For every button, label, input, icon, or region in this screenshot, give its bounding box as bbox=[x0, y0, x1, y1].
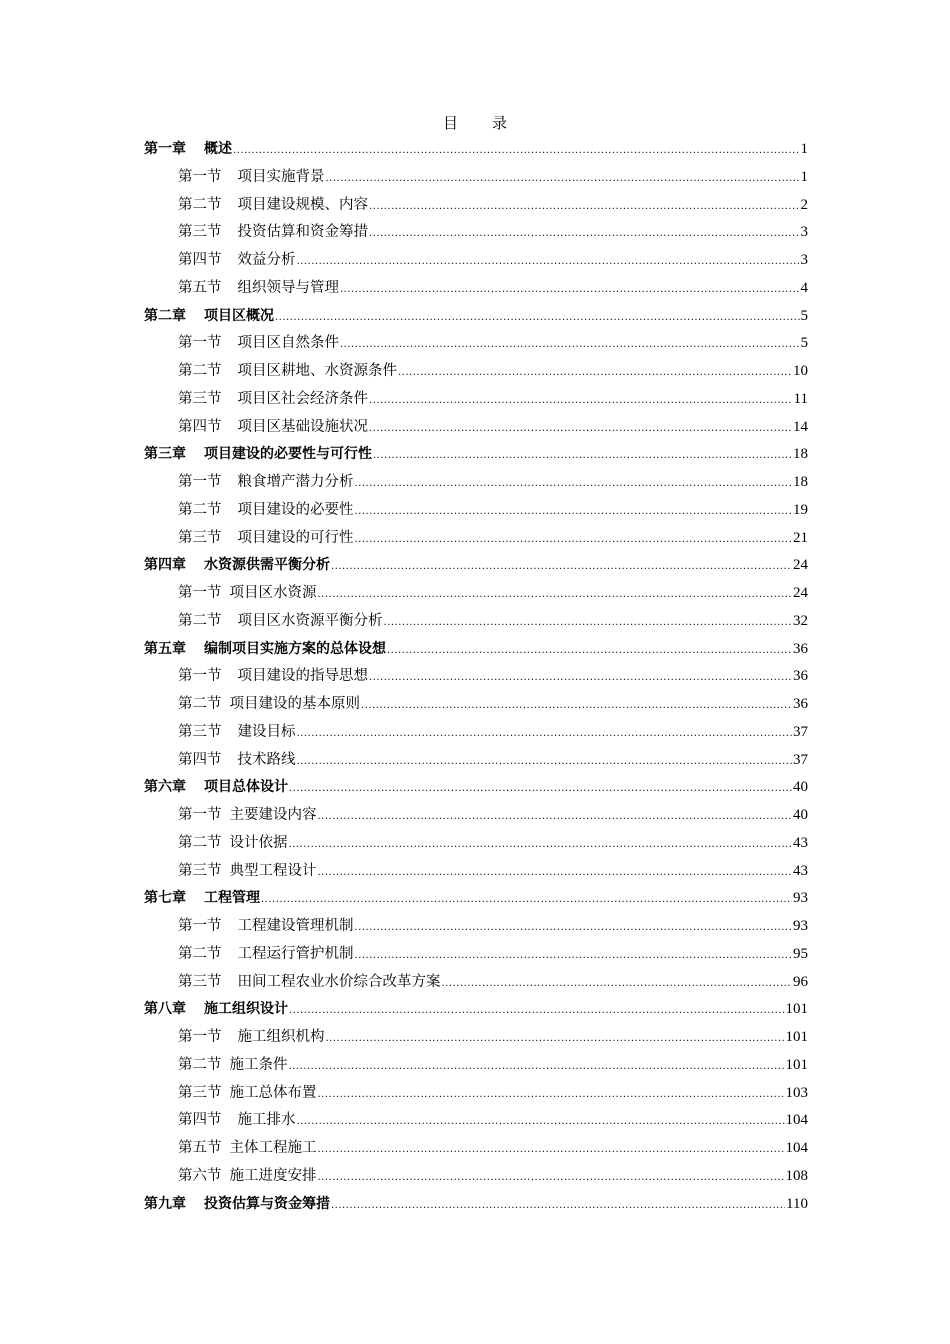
toc-page-number: 104 bbox=[785, 1140, 808, 1156]
toc-entry-title: 工程管理 bbox=[204, 890, 260, 907]
toc-section-entry[interactable] bbox=[144, 719, 808, 747]
toc-entry-label bbox=[178, 1135, 317, 1163]
toc-entry-number: 第三节 bbox=[178, 224, 222, 241]
toc-chapter-entry[interactable] bbox=[144, 1191, 808, 1219]
toc-entry-label bbox=[178, 913, 354, 941]
toc-section-entry[interactable] bbox=[144, 608, 808, 636]
dot-leader bbox=[233, 137, 800, 165]
dot-leader bbox=[355, 498, 793, 526]
dot-leader bbox=[387, 637, 792, 665]
toc-page-number: 43 bbox=[793, 834, 808, 851]
toc-page-number: 95 bbox=[793, 945, 808, 962]
toc-page-number: 96 bbox=[793, 973, 808, 990]
toc-page-number: 36 bbox=[793, 640, 808, 657]
toc-section-entry[interactable] bbox=[144, 802, 808, 830]
toc-page-number: 10 bbox=[793, 363, 808, 379]
toc-section-entry[interactable] bbox=[144, 913, 808, 941]
toc-section-entry[interactable] bbox=[144, 858, 808, 886]
toc-chapter-entry[interactable] bbox=[144, 885, 808, 913]
toc-chapter-entry[interactable] bbox=[144, 774, 808, 802]
dot-leader bbox=[340, 331, 800, 359]
toc-entry-number: 第二节 bbox=[178, 696, 222, 712]
toc-entry-title: 项目建设的必要性 bbox=[237, 501, 354, 518]
toc-entry-label bbox=[178, 691, 360, 719]
toc-page-number: 24 bbox=[793, 557, 808, 574]
toc-section-entry[interactable] bbox=[144, 691, 808, 719]
toc-entry-label bbox=[144, 1191, 330, 1219]
toc-entry-label bbox=[178, 1107, 296, 1135]
toc-entry-label bbox=[178, 1080, 317, 1108]
toc-entry-label bbox=[178, 830, 288, 858]
toc-entry-label bbox=[178, 941, 354, 969]
dot-leader bbox=[318, 803, 793, 831]
toc-entry-title: 项目建设的基本原则 bbox=[229, 696, 360, 712]
toc-entry-label bbox=[178, 275, 339, 303]
dot-leader bbox=[289, 1053, 785, 1081]
toc-entry-label bbox=[178, 969, 441, 997]
toc-entry-title: 项目建设的必要性与可行性 bbox=[204, 446, 372, 463]
toc-page-number: 19 bbox=[793, 501, 808, 518]
toc-section-entry[interactable] bbox=[144, 386, 808, 414]
toc-page-number: 32 bbox=[793, 612, 808, 629]
toc-section-entry[interactable] bbox=[144, 1052, 808, 1080]
dot-leader bbox=[355, 942, 793, 970]
toc-entry-title: 项目区基础设施状况 bbox=[237, 418, 368, 435]
toc-page-number: 5 bbox=[800, 335, 808, 352]
table-of-contents bbox=[144, 136, 808, 1218]
dot-leader bbox=[340, 276, 800, 304]
toc-page-number: 103 bbox=[785, 1084, 808, 1101]
dot-leader bbox=[326, 1025, 785, 1053]
toc-section-entry[interactable] bbox=[144, 219, 808, 247]
toc-entry-label bbox=[144, 885, 260, 913]
toc-page-number: 14 bbox=[793, 418, 808, 435]
dot-leader bbox=[355, 470, 793, 498]
toc-entry-title: 项目区耕地、水资源条件 bbox=[237, 363, 397, 379]
toc-entry-label bbox=[178, 719, 296, 747]
toc-entry-title: 粮食增产潜力分析 bbox=[237, 474, 354, 490]
toc-entry-number: 第三节 bbox=[178, 723, 222, 740]
toc-page-number: 1 bbox=[800, 168, 808, 185]
toc-section-entry[interactable] bbox=[144, 969, 808, 997]
toc-page-number: 101 bbox=[785, 1029, 808, 1045]
toc-heading-left: 目 bbox=[442, 114, 458, 132]
dot-leader bbox=[361, 692, 792, 720]
toc-page-number: 21 bbox=[793, 529, 808, 546]
toc-entry-label bbox=[144, 441, 372, 469]
toc-entry-number: 第一章 bbox=[144, 141, 186, 157]
toc-entry-title: 施工进度安排 bbox=[229, 1167, 317, 1184]
toc-entry-title: 项目区社会经济条件 bbox=[237, 390, 368, 407]
toc-entry-title: 投资估算与资金筹措 bbox=[204, 1195, 330, 1212]
dot-leader bbox=[369, 387, 793, 415]
dot-leader bbox=[297, 1108, 785, 1136]
toc-entry-label bbox=[178, 1052, 288, 1080]
dot-leader bbox=[331, 553, 792, 581]
toc-section-entry[interactable] bbox=[144, 663, 808, 691]
toc-entry-label bbox=[178, 663, 368, 691]
toc-page-number: 93 bbox=[793, 890, 808, 907]
toc-entry-number: 第六节 bbox=[178, 1167, 222, 1184]
toc-section-entry[interactable] bbox=[144, 247, 808, 275]
dot-leader bbox=[331, 1192, 785, 1220]
dot-leader bbox=[289, 997, 785, 1025]
toc-entry-title: 项目区水资源 bbox=[229, 585, 317, 601]
dot-leader bbox=[398, 359, 792, 387]
toc-entry-label bbox=[178, 469, 354, 497]
dot-leader bbox=[355, 526, 793, 554]
toc-heading-right: 录 bbox=[492, 114, 508, 132]
toc-section-entry[interactable] bbox=[144, 1024, 808, 1052]
toc-section-entry[interactable] bbox=[144, 164, 808, 192]
toc-entry-title: 水资源供需平衡分析 bbox=[204, 557, 330, 574]
toc-page-number: 24 bbox=[793, 585, 808, 601]
toc-entry-title: 建设目标 bbox=[237, 723, 296, 740]
toc-entry-label bbox=[144, 996, 288, 1024]
toc-entry-title: 项目实施背景 bbox=[237, 168, 325, 185]
dot-leader bbox=[261, 886, 792, 914]
toc-entry-number: 第三节 bbox=[178, 862, 222, 879]
toc-entry-label bbox=[178, 525, 354, 553]
toc-entry-label bbox=[178, 1163, 317, 1191]
dot-leader bbox=[355, 914, 793, 942]
toc-entry-number: 第三节 bbox=[178, 529, 222, 546]
toc-page-number: 40 bbox=[793, 807, 808, 823]
dot-leader bbox=[369, 664, 792, 692]
toc-section-entry[interactable] bbox=[144, 414, 808, 442]
toc-entry-number: 第二节 bbox=[178, 945, 222, 962]
dot-leader bbox=[318, 1164, 785, 1192]
toc-entry-label bbox=[178, 247, 296, 275]
toc-entry-label bbox=[178, 858, 317, 886]
toc-entry-number: 第一节 bbox=[178, 168, 222, 185]
toc-entry-number: 第四节 bbox=[178, 1112, 222, 1129]
toc-entry-number: 第四节 bbox=[178, 252, 222, 268]
toc-chapter-entry[interactable] bbox=[144, 996, 808, 1024]
toc-page-number: 108 bbox=[785, 1167, 808, 1184]
toc-entry-label bbox=[178, 358, 397, 386]
toc-entry-title: 项目建设的指导思想 bbox=[237, 668, 368, 685]
dot-leader bbox=[442, 970, 793, 998]
toc-entry-number: 第三章 bbox=[144, 446, 186, 463]
toc-chapter-entry[interactable] bbox=[144, 136, 808, 164]
toc-entry-number: 第一节 bbox=[178, 1029, 222, 1045]
toc-entry-label bbox=[178, 192, 368, 220]
toc-section-entry[interactable] bbox=[144, 747, 808, 775]
toc-heading bbox=[0, 112, 950, 133]
toc-entry-label bbox=[178, 1024, 325, 1052]
toc-entry-number: 第五章 bbox=[144, 640, 186, 657]
toc-page-number: 18 bbox=[793, 446, 808, 463]
toc-entry-number: 第六章 bbox=[144, 779, 186, 796]
toc-entry-number: 第二节 bbox=[178, 363, 222, 379]
toc-section-entry[interactable] bbox=[144, 469, 808, 497]
dot-leader bbox=[289, 775, 792, 803]
toc-entry-number: 第三节 bbox=[178, 1084, 222, 1101]
toc-entry-number: 第四节 bbox=[178, 751, 222, 768]
toc-entry-number: 第二节 bbox=[178, 501, 222, 518]
toc-chapter-entry[interactable] bbox=[144, 441, 808, 469]
toc-section-entry[interactable] bbox=[144, 580, 808, 608]
toc-entry-label bbox=[144, 552, 330, 580]
toc-section-entry[interactable] bbox=[144, 330, 808, 358]
toc-entry-label bbox=[178, 747, 296, 775]
toc-page-number: 36 bbox=[793, 696, 808, 712]
toc-entry-label bbox=[144, 303, 274, 331]
toc-entry-title: 施工条件 bbox=[229, 1056, 288, 1073]
toc-entry-number: 第三节 bbox=[178, 390, 222, 407]
toc-entry-label bbox=[178, 802, 317, 830]
toc-section-entry[interactable] bbox=[144, 358, 808, 386]
toc-entry-title: 项目建设规模、内容 bbox=[237, 196, 368, 213]
dot-leader bbox=[297, 748, 793, 776]
toc-page-number: 4 bbox=[800, 279, 808, 296]
toc-chapter-entry[interactable] bbox=[144, 303, 808, 331]
toc-entry-title: 项目区自然条件 bbox=[237, 335, 339, 352]
toc-page-number: 104 bbox=[785, 1112, 808, 1129]
toc-entry-title: 概述 bbox=[204, 141, 232, 157]
toc-entry-title: 工程建设管理机制 bbox=[237, 918, 354, 934]
toc-entry-number: 第四章 bbox=[144, 557, 186, 574]
toc-page-number: 36 bbox=[793, 668, 808, 685]
dot-leader bbox=[369, 220, 800, 248]
toc-entry-number: 第二节 bbox=[178, 834, 222, 851]
toc-entry-label bbox=[178, 608, 383, 636]
toc-entry-number: 第三节 bbox=[178, 973, 222, 990]
dot-leader bbox=[326, 165, 800, 193]
toc-section-entry[interactable] bbox=[144, 1163, 808, 1191]
toc-entry-number: 第二节 bbox=[178, 196, 222, 213]
toc-section-entry[interactable] bbox=[144, 275, 808, 303]
toc-page-number: 1 bbox=[800, 141, 808, 157]
toc-page-number: 2 bbox=[800, 196, 808, 213]
toc-section-entry[interactable] bbox=[144, 941, 808, 969]
toc-entry-label bbox=[144, 774, 288, 802]
toc-entry-title: 项目区水资源平衡分析 bbox=[237, 612, 383, 629]
dot-leader bbox=[369, 193, 800, 221]
dot-leader bbox=[318, 581, 793, 609]
toc-page-number: 101 bbox=[785, 1056, 808, 1073]
toc-entry-number: 第一节 bbox=[178, 668, 222, 685]
dot-leader bbox=[297, 720, 793, 748]
toc-entry-title: 编制项目实施方案的总体设想 bbox=[204, 640, 386, 657]
toc-entry-title: 项目区概况 bbox=[204, 307, 274, 324]
toc-entry-title: 工程运行管护机制 bbox=[237, 945, 354, 962]
toc-entry-number: 第八章 bbox=[144, 1001, 186, 1018]
toc-entry-title: 组织领导与管理 bbox=[237, 279, 339, 296]
toc-section-entry[interactable] bbox=[144, 1080, 808, 1108]
toc-section-entry[interactable] bbox=[144, 1107, 808, 1135]
toc-entry-number: 第二章 bbox=[144, 307, 186, 324]
toc-entry-number: 第二节 bbox=[178, 612, 222, 629]
dot-leader bbox=[384, 609, 793, 637]
toc-entry-number: 第一节 bbox=[178, 474, 222, 490]
toc-entry-label bbox=[178, 580, 317, 608]
toc-entry-label bbox=[178, 164, 325, 192]
dot-leader bbox=[297, 248, 800, 276]
toc-entry-number: 第四节 bbox=[178, 418, 222, 435]
dot-leader bbox=[318, 1136, 785, 1164]
toc-entry-label bbox=[178, 386, 368, 414]
toc-entry-label bbox=[178, 330, 339, 358]
toc-entry-title: 主要建设内容 bbox=[229, 807, 317, 823]
toc-entry-number: 第一节 bbox=[178, 918, 222, 934]
toc-entry-number: 第一节 bbox=[178, 335, 222, 352]
toc-page-number: 93 bbox=[793, 918, 808, 934]
toc-page-number: 37 bbox=[793, 723, 808, 740]
toc-page-number: 37 bbox=[793, 751, 808, 768]
toc-entry-title: 项目总体设计 bbox=[204, 779, 288, 796]
toc-entry-title: 施工排水 bbox=[237, 1112, 296, 1129]
toc-entry-number: 第五节 bbox=[178, 279, 222, 296]
toc-section-entry[interactable] bbox=[144, 497, 808, 525]
toc-section-entry[interactable] bbox=[144, 525, 808, 553]
toc-page-number: 40 bbox=[793, 779, 808, 796]
toc-page-number: 11 bbox=[793, 390, 808, 407]
toc-page-number: 101 bbox=[785, 1001, 808, 1018]
toc-page-number: 18 bbox=[793, 474, 808, 490]
toc-entry-title: 投资估算和资金筹措 bbox=[237, 224, 368, 241]
toc-page-number: 3 bbox=[800, 224, 808, 241]
toc-entry-number: 第一节 bbox=[178, 807, 222, 823]
toc-page-number: 5 bbox=[800, 307, 808, 324]
toc-entry-label bbox=[144, 636, 386, 664]
toc-entry-title: 施工总体布置 bbox=[229, 1084, 317, 1101]
toc-section-entry[interactable] bbox=[144, 830, 808, 858]
toc-entry-number: 第七章 bbox=[144, 890, 186, 907]
dot-leader bbox=[318, 859, 793, 887]
toc-entry-title: 技术路线 bbox=[237, 751, 296, 768]
toc-entry-number: 第五节 bbox=[178, 1140, 222, 1156]
toc-page-number: 43 bbox=[793, 862, 808, 879]
toc-entry-title: 田间工程农业水价综合改革方案 bbox=[237, 973, 441, 990]
toc-entry-number: 第一节 bbox=[178, 585, 222, 601]
toc-entry-number: 第九章 bbox=[144, 1195, 186, 1212]
dot-leader bbox=[373, 442, 792, 470]
dot-leader bbox=[369, 415, 792, 443]
toc-page-number: 3 bbox=[800, 252, 808, 268]
toc-entry-title: 主体工程施工 bbox=[229, 1140, 317, 1156]
toc-section-entry[interactable] bbox=[144, 1135, 808, 1163]
dot-leader bbox=[275, 304, 800, 332]
toc-chapter-entry[interactable] bbox=[144, 552, 808, 580]
toc-entry-title: 设计依据 bbox=[229, 834, 288, 851]
toc-page-number: 110 bbox=[786, 1195, 808, 1212]
toc-entry-title: 典型工程设计 bbox=[229, 862, 317, 879]
dot-leader bbox=[318, 1081, 785, 1109]
toc-entry-title: 施工组织机构 bbox=[237, 1029, 325, 1045]
toc-entry-title: 项目建设的可行性 bbox=[237, 529, 354, 546]
toc-entry-label bbox=[178, 414, 368, 442]
toc-entry-title: 效益分析 bbox=[237, 252, 296, 268]
toc-entry-number: 第二节 bbox=[178, 1056, 222, 1073]
toc-chapter-entry[interactable] bbox=[144, 636, 808, 664]
toc-entry-label bbox=[178, 497, 354, 525]
toc-entry-title: 施工组织设计 bbox=[204, 1001, 288, 1018]
toc-entry-label bbox=[178, 219, 368, 247]
toc-entry-label bbox=[144, 136, 232, 164]
toc-section-entry[interactable] bbox=[144, 192, 808, 220]
dot-leader bbox=[289, 831, 793, 859]
